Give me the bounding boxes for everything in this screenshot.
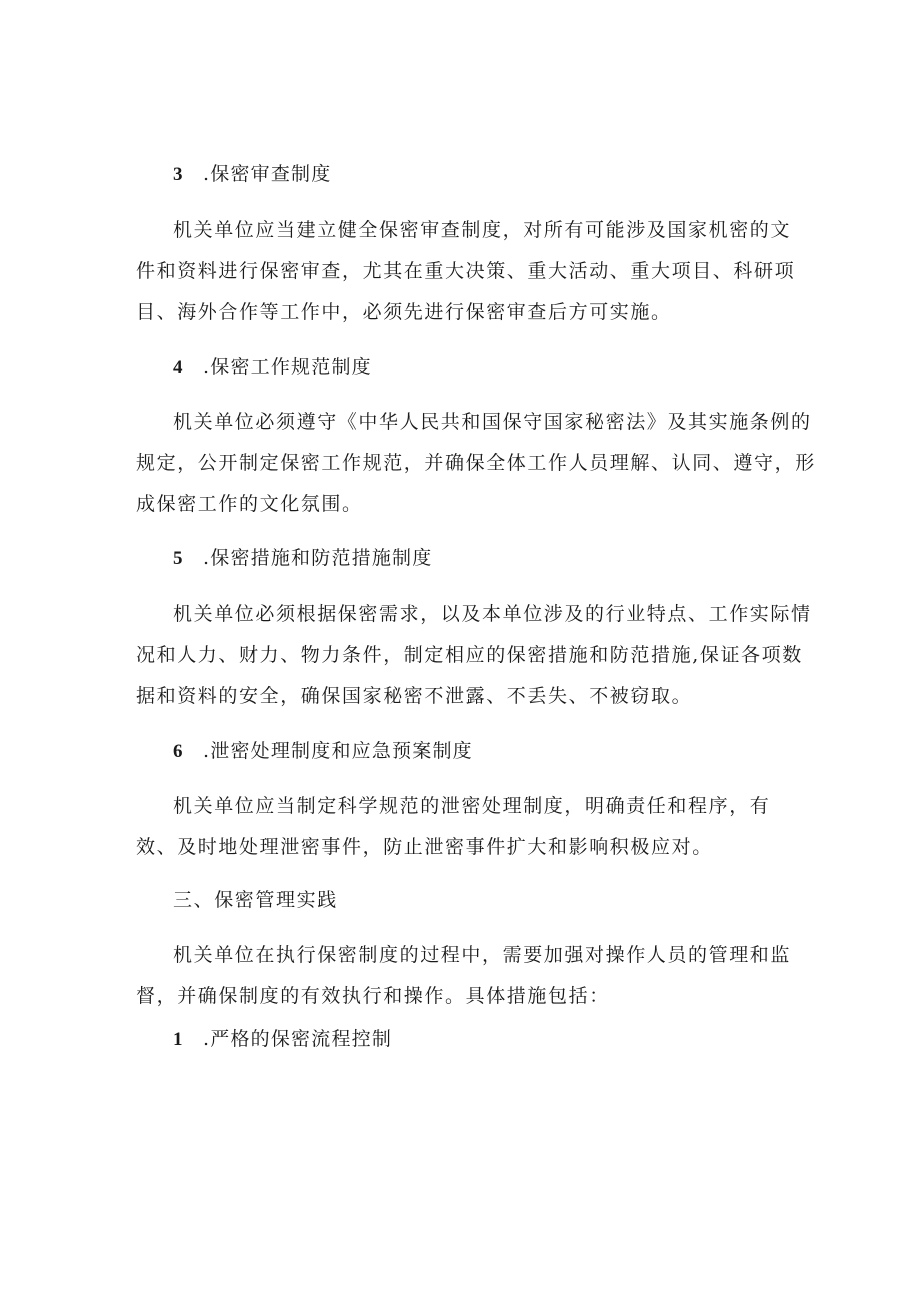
section-6-number: 6 bbox=[173, 741, 183, 762]
section-4-heading bbox=[173, 355, 372, 380]
part-3-line-2: 督，并确保制度的有效执行和操作。具体措施包括： bbox=[136, 985, 610, 1007]
section-3-line-2: 件和资料进行保密审查，尤其在重大决策、重大活动、重大项目、科研项 bbox=[136, 260, 796, 282]
section-4-line-1: 机关单位必须遵守《中华人民共和国保守国家秘密法》及其实施条例的 bbox=[173, 411, 812, 433]
part-3-sub-title: .严格的保密流程控制 bbox=[203, 1028, 393, 1050]
section-5-line-1: 机关单位必须根据保密需求，以及本单位涉及的行业特点、工作实际情 bbox=[173, 603, 812, 625]
section-5-title: .保密措施和防范措施制度 bbox=[203, 547, 433, 569]
section-4-title: .保密工作规范制度 bbox=[203, 356, 372, 378]
section-6-line-1: 机关单位应当制定科学规范的泄密处理制度，明确责任和程序，有 bbox=[173, 795, 771, 817]
section-5-heading bbox=[173, 546, 432, 571]
part-3-sub-number: 1 bbox=[173, 1029, 183, 1050]
part-3-line-1: 机关单位在执行保密制度的过程中，需要加强对操作人员的管理和监 bbox=[173, 944, 792, 966]
section-4-line-3: 成保密工作的文化氛围。 bbox=[136, 493, 363, 515]
part-3-sub-heading bbox=[173, 1027, 392, 1052]
section-4-line-2: 规定，公开制定保密工作规范，并确保全体工作人员理解、认同、遵守，形 bbox=[136, 452, 816, 474]
section-5-number: 5 bbox=[173, 548, 183, 569]
section-4-number: 4 bbox=[173, 357, 183, 378]
section-6-title: .泄密处理制度和应急预案制度 bbox=[203, 740, 473, 762]
section-3-line-1: 机关单位应当建立健全保密审查制度，对所有可能涉及国家机密的文 bbox=[173, 219, 792, 241]
section-5-line-3: 据和资料的安全，确保国家秘密不泄露、不丢失、不被窃取。 bbox=[136, 685, 693, 707]
section-3-heading bbox=[173, 162, 331, 187]
section-3-title: .保密审查制度 bbox=[203, 163, 332, 185]
section-5-line-2: 况和人力、财力、物力条件，制定相应的保密措施和防范措施,保证各项数 bbox=[136, 644, 803, 666]
section-6-heading bbox=[173, 739, 473, 764]
section-6-line-2: 效、及时地处理泄密事件，防止泄密事件扩大和影响积极应对。 bbox=[136, 836, 713, 858]
part-3-title: 三、保密管理实践 bbox=[173, 889, 338, 911]
section-3-number: 3 bbox=[173, 164, 183, 185]
section-3-line-3: 目、海外合作等工作中，必须先进行保密审查后方可实施。 bbox=[136, 301, 672, 323]
